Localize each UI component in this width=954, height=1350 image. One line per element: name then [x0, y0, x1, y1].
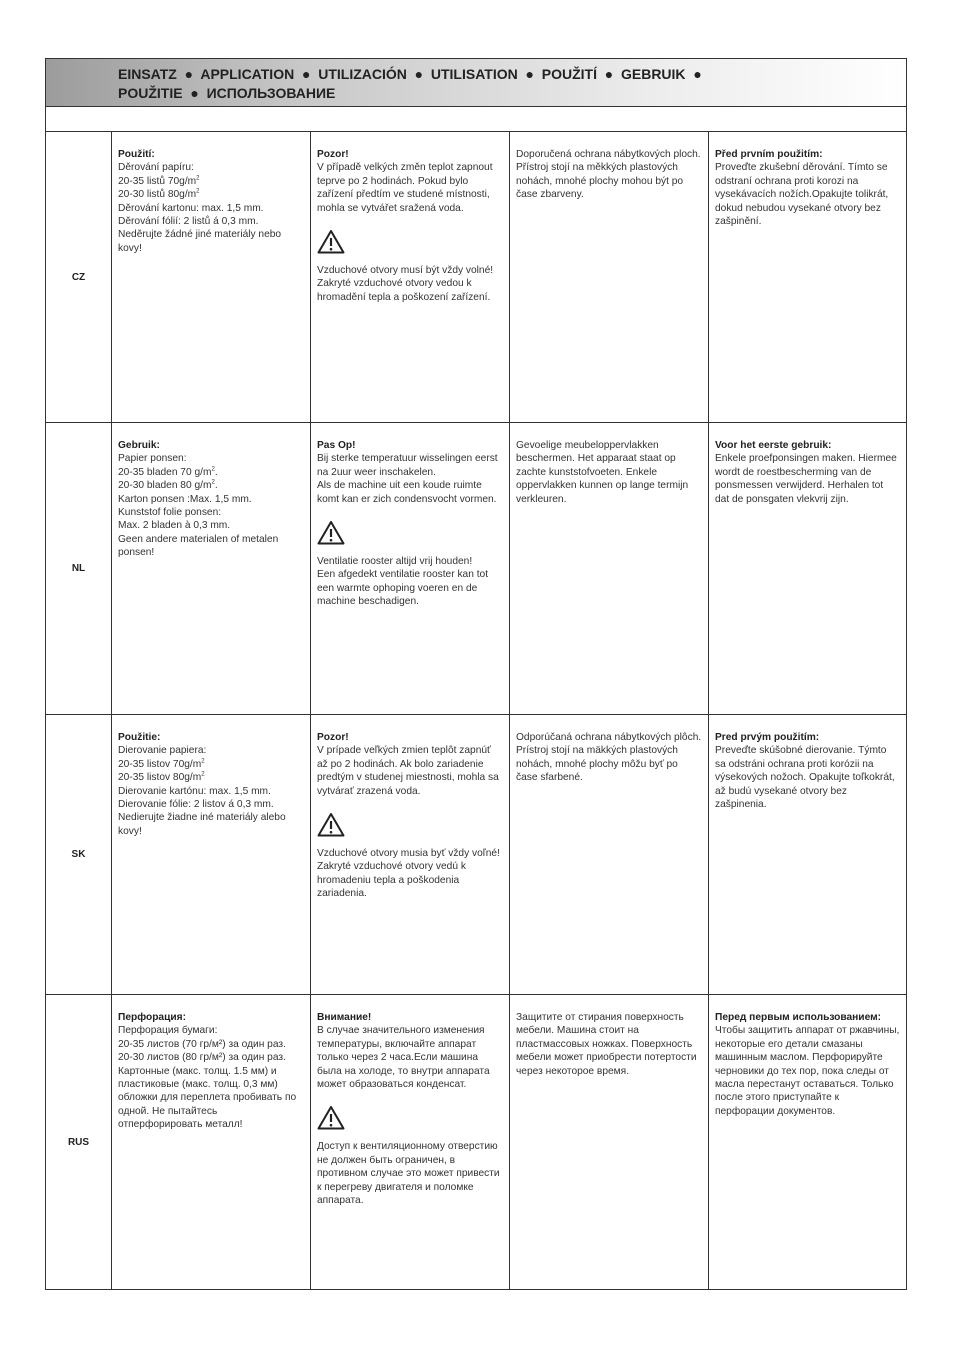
table-row — [46, 715, 906, 995]
cell-text: Gevoelige meubeloppervlakken beschermen. Het apparaat staat op zachte kunststofvoeten. Enkele oppervlakken kunnen op lange termijn verkleuren. — [516, 440, 689, 505]
section-title — [118, 65, 818, 103]
cell-heading: Voor het eerste gebruik: — [715, 440, 832, 451]
table-cell — [112, 715, 311, 994]
cell-text: Preveďte skúšobné dierovanie. Týmto sa odstráni ochrana proti korózii na výsekových nožoch. Opakujte toľkokrát, až budú vysekané otvory bez zašpinenia. — [715, 745, 895, 811]
cell-text: Vzduchové otvory musia byť vždy voľné! Zakryté vzduchové otvory vedú k hromadeniu tepla a poškodenia zariadenia. — [317, 848, 500, 900]
table-cell — [311, 715, 510, 994]
table-cell — [112, 423, 311, 714]
cell-text: 20-30 listů $80g/m^2$ — [118, 188, 200, 201]
warning-triangle-icon — [317, 520, 345, 545]
cell-text: Děrování kartonu: max. 1,5 mm. — [118, 202, 264, 214]
cell-heading: Před prvním použitím: — [715, 149, 823, 160]
cell-text: Dierovanie kartónu: max. 1,5 mm. — [118, 785, 271, 797]
cell-text: 20-35 listů $70g/m^2$ — [118, 175, 200, 187]
cell-text: Geen andere materialen of metalen ponsen! — [118, 533, 279, 559]
table-cell — [112, 132, 311, 422]
cell-text: Zakryté vzduchové otvory vedou k hromadění tepla a poškození zařízení. — [317, 278, 491, 303]
table-cell — [709, 715, 906, 994]
cell-text: В случае значительного изменения температуры, включайте аппарат только через 2 часа.Если машина была на холоде, то внутри аппарата может образоваться конденсат. — [317, 1025, 490, 1091]
cell-heading: Перед первым использованием: — [715, 1012, 882, 1023]
table-cell — [311, 132, 510, 422]
cell-text: Ventilatie rooster altijd vrij houden! — [317, 556, 473, 568]
table-cell — [709, 132, 906, 422]
language-code: CZ — [46, 132, 112, 422]
cell-text: Max. 2 bladen à 0,3 mm. — [118, 520, 231, 532]
header-spacer — [46, 107, 906, 132]
table-row — [46, 995, 906, 1290]
language-code: RUS — [46, 995, 112, 1290]
cell-text: 20-30 bladen 80 $g/m^2$. — [118, 479, 218, 492]
cell-text: Neděrujte žádné jiné materiály nebo kovy! — [118, 229, 282, 254]
cell-heading: Použití: — [118, 149, 155, 160]
cell-text: Vzduchové otvory musí být vždy volné! — [317, 265, 494, 277]
cell-text: Een afgedekt ventilatie rooster kan tot een warmte ophoping voeren en de machine beschadigen. — [317, 569, 489, 608]
cell-text: 20-35 bladen 70 $g/m^2$. — [118, 466, 218, 478]
cell-text: 20-35 listov $80g/m^2$ — [118, 771, 205, 784]
cell-text: Bij sterke temperatuur wisselingen eerst na 2uur weer inschakelen. — [317, 453, 498, 478]
table-cell — [311, 995, 510, 1290]
cell-text: 20-35 листов (70 гр/м²) за один раз. — [118, 1038, 286, 1050]
warning-triangle-icon — [317, 229, 345, 254]
cell-text: Enkele proefponsingen maken. Hiermee wordt de roestbescherming van de ponsmessen verwijderd. Herhalen tot dat de ponsgaten vlekvrij zijn. — [715, 453, 897, 505]
cell-heading: Gebruik: — [118, 440, 160, 451]
table-cell — [709, 423, 906, 714]
table-cell — [510, 715, 709, 994]
section-title-line1: EINSATZ ● APPLICATION ● UTILIZACIÓN ● UTILISATION ● POUŽITÍ ● GEBRUIK ● — [118, 66, 702, 82]
cell-text: Nedierujte žiadne iné materiály alebo kovy! — [118, 812, 286, 837]
cell-text: Защитите от стирания поверхность мебели. Машина стоит на пластмассовых ножках. Поверхность мебели может приобрести потертости через некоторое время. — [516, 1012, 697, 1077]
cell-heading: Перфорация: — [118, 1012, 186, 1023]
manual-table — [45, 58, 907, 1290]
warning-triangle-icon — [317, 812, 345, 837]
cell-text: V prípade veľkých zmien teplôt zapnúť až po 2 hodinách. Ak bolo zariadenie predtým v studenej miestnosti, mohla sa vytvárať zrazená voda. — [317, 745, 499, 797]
cell-text: 20-35 listov $70g/m^2$ — [118, 758, 205, 770]
cell-text: Kunststof folie ponsen: — [118, 507, 222, 519]
language-code: NL — [46, 423, 112, 714]
cell-text: Картонные (макс. толщ. 1.5 мм) и пластиковые (макс. толщ. 0,3 мм) обложки для переплета пробивать по одной. Не пытайтесь отперфорировать металл! — [118, 1065, 297, 1131]
cell-text: Dierovanie fólie: 2 listov á 0,3 mm. — [118, 799, 274, 811]
cell-text: 20-30 листов (80 гр/м²) за один раз. — [118, 1052, 286, 1064]
cell-text: Karton ponsen :Max. 1,5 mm. — [118, 493, 252, 505]
cell-text: Děrování fólií: 2 listů á 0,3 mm. — [118, 216, 259, 228]
table-cell — [709, 995, 906, 1290]
cell-text: Dierovanie papiera: — [118, 745, 207, 757]
cell-text: Перфорация бумаги: — [118, 1025, 218, 1037]
cell-heading: Pozor! — [317, 149, 349, 160]
table-cell — [112, 995, 311, 1290]
table-cell — [510, 995, 709, 1290]
cell-heading: Použitie: — [118, 732, 161, 743]
cell-text: Doporučená ochrana nábytkových ploch. Přístroj stojí na měkkých plastových nohách, mnohé plochy mohou být po čase zbarveny. — [516, 149, 701, 201]
cell-text: Доступ к вентиляционному отверстию не должен быть ограничен, в противном случае это может привести к перегреву двигателя и поломке аппарата. — [317, 1141, 500, 1207]
cell-text: Als de machine uit een koude ruimte komt kan er zich condensvocht vormen. — [317, 480, 497, 505]
cell-text: V případě velkých změn teplot zapnout teprve po 2 hodinách. Pokud bylo zařízení předtím ve studené místnosti, mohla se vytvářet sražená voda. — [317, 162, 493, 214]
table-row — [46, 423, 906, 715]
warning-triangle-icon — [317, 1105, 345, 1130]
section-header — [46, 59, 906, 107]
cell-text: Papier ponsen: — [118, 453, 187, 465]
cell-text: Чтобы защитить аппарат от ржавчины, некоторые его детали смазаны машинным маслом. Перфорируйте черновики до тех пор, пока следы от масла перестанут оставаться. Только после этого приступайте к перфорации документов. — [715, 1025, 900, 1117]
language-code: SK — [46, 715, 112, 994]
cell-heading: Pred prvým použitím: — [715, 732, 820, 743]
cell-text: Děrování papíru: — [118, 162, 194, 174]
cell-heading: Pozor! — [317, 732, 349, 743]
section-title-line2: POUŽITIE ● ИСПОЛЬЗОВАНИЕ — [118, 85, 336, 101]
table-row — [46, 132, 906, 423]
cell-text: Odporúčaná ochrana nábytkových plôch. Prístroj stojí na mäkkých plastových nohách, mnohé plochy môžu byť po čase sfarbené. — [516, 732, 702, 784]
cell-heading: Внимание! — [317, 1012, 372, 1023]
table-cell — [510, 423, 709, 714]
table-cell — [510, 132, 709, 422]
table-cell — [311, 423, 510, 714]
cell-text: Proveďte zkušební děrování. Tímto se odstraní ochrana proti korozi na vysekávacích nožích.Opakujte tolikrát, dokud nebudou vysekané otvory bez zašpinění. — [715, 162, 889, 228]
cell-heading: Pas Op! — [317, 440, 356, 451]
